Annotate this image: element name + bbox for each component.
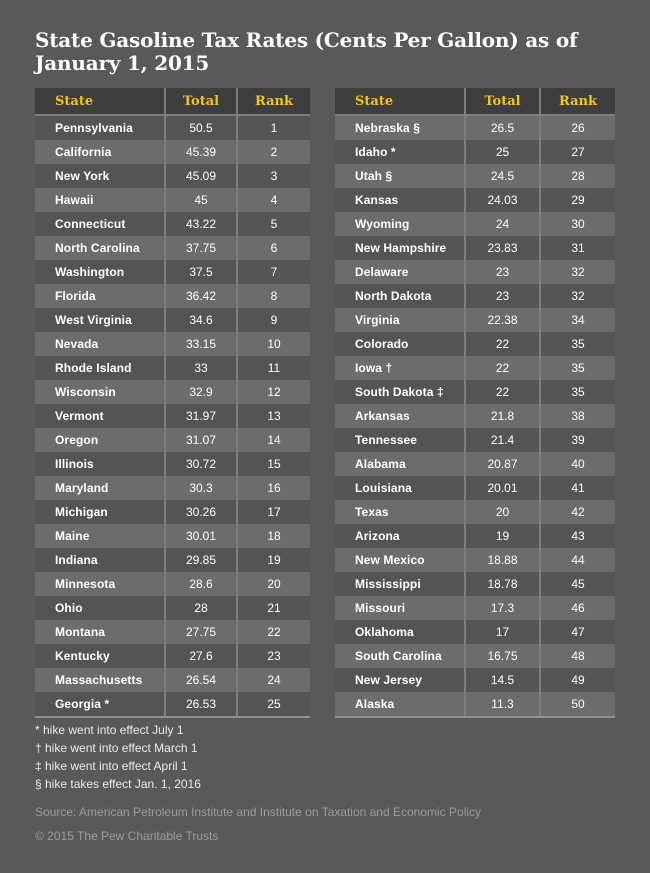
- state-cell: Missouri: [355, 601, 406, 615]
- state-cell: Idaho *: [355, 145, 396, 159]
- table-row: [35, 308, 310, 332]
- rank-cell: 35: [540, 356, 615, 380]
- table-row: [35, 692, 310, 717]
- total-cell: 22: [465, 380, 540, 404]
- column-header-total: Total: [465, 88, 540, 115]
- table-row: [335, 356, 615, 380]
- tax-table-ranks-1-25: [35, 88, 310, 718]
- page-title-line1: State Gasoline Tax Rates (Cents Per Gallon) as of: [35, 28, 578, 52]
- rank-cell: 2: [237, 140, 310, 164]
- state-cell: Virginia: [355, 313, 400, 327]
- state-cell: Georgia *: [35, 692, 165, 717]
- state-cell: Pennsylvania: [55, 121, 133, 135]
- tables-container: [35, 88, 615, 718]
- total-cell: 20: [465, 500, 540, 524]
- state-cell: Alaska: [335, 692, 465, 717]
- rank-cell: 44: [540, 548, 615, 572]
- table-row: [335, 644, 615, 668]
- rank-cell: 21: [237, 596, 310, 620]
- total-cell: 22: [465, 332, 540, 356]
- total-cell: 29.85: [165, 548, 237, 572]
- rank-cell: 23: [237, 644, 310, 668]
- rank-cell: 30: [540, 212, 615, 236]
- total-cell: 21.4: [465, 428, 540, 452]
- state-cell: Illinois: [55, 457, 94, 471]
- state-cell: Iowa †: [355, 361, 393, 375]
- table-row: [335, 668, 615, 692]
- total-cell: 33.15: [165, 332, 237, 356]
- total-cell: 26.5: [465, 115, 540, 140]
- state-cell: New York: [55, 169, 110, 183]
- total-cell: 30.01: [165, 524, 237, 548]
- table-row: [335, 428, 615, 452]
- state-cell: Kansas: [355, 193, 399, 207]
- table-row: [35, 644, 310, 668]
- rank-cell: 20: [237, 572, 310, 596]
- table-row: [35, 332, 310, 356]
- rank-cell: 45: [540, 572, 615, 596]
- state-cell: Ohio: [55, 601, 83, 615]
- rank-cell: 15: [237, 452, 310, 476]
- state-cell: New Jersey: [355, 673, 423, 687]
- state-cell: Texas: [355, 505, 389, 519]
- rank-cell: 42: [540, 500, 615, 524]
- table-row: [335, 524, 615, 548]
- footnote-line: ‡ hike went into effect April 1: [35, 759, 188, 773]
- table-row: [335, 332, 615, 356]
- total-cell: 22: [465, 356, 540, 380]
- rank-cell: 43: [540, 524, 615, 548]
- footnote-line: § hike takes effect Jan. 1, 2016: [35, 777, 201, 791]
- table-row: [335, 476, 615, 500]
- table-row: [335, 572, 615, 596]
- rank-cell: 9: [237, 308, 310, 332]
- total-cell: 11.3: [465, 692, 540, 717]
- rank-cell: 38: [540, 404, 615, 428]
- total-cell: 20.87: [465, 452, 540, 476]
- total-cell: 24.03: [465, 188, 540, 212]
- rank-cell: 26: [540, 115, 615, 140]
- state-cell: Arizona: [355, 529, 400, 543]
- rank-cell: 19: [237, 548, 310, 572]
- rank-cell: 40: [540, 452, 615, 476]
- total-cell: 28: [165, 596, 237, 620]
- state-cell: Vermont: [55, 409, 104, 423]
- table-row: [335, 236, 615, 260]
- rank-cell: 32: [540, 284, 615, 308]
- table-row: [335, 140, 615, 164]
- table-row: [335, 500, 615, 524]
- total-cell: 27.75: [165, 620, 237, 644]
- rank-cell: 8: [237, 284, 310, 308]
- total-cell: 25: [465, 140, 540, 164]
- rank-cell: 41: [540, 476, 615, 500]
- total-cell: 18.78: [465, 572, 540, 596]
- rank-cell: 50: [540, 692, 615, 717]
- rank-cell: 10: [237, 332, 310, 356]
- state-cell: South Carolina: [355, 649, 442, 663]
- rank-cell: 13: [237, 404, 310, 428]
- total-cell: 37.5: [165, 260, 237, 284]
- total-cell: 17: [465, 620, 540, 644]
- total-cell: 34.6: [165, 308, 237, 332]
- table-row: [335, 164, 615, 188]
- table-row: [35, 620, 310, 644]
- state-cell: Washington: [55, 265, 125, 279]
- table-row: [335, 188, 615, 212]
- total-cell: 30.26: [165, 500, 237, 524]
- total-cell: 28.6: [165, 572, 237, 596]
- table-row: [35, 236, 310, 260]
- rank-cell: 49: [540, 668, 615, 692]
- table-row: [35, 164, 310, 188]
- state-cell: Tennessee: [355, 433, 418, 447]
- table-header-row: [35, 88, 310, 115]
- rank-cell: 31: [540, 236, 615, 260]
- total-cell: 30.3: [165, 476, 237, 500]
- table-row: [35, 524, 310, 548]
- state-cell: Rhode Island: [55, 361, 132, 375]
- page-title: [35, 29, 620, 75]
- table-row: [335, 452, 615, 476]
- rank-cell: 11: [237, 356, 310, 380]
- total-cell: 26.54: [165, 668, 237, 692]
- table-row: [335, 284, 615, 308]
- total-cell: 31.07: [165, 428, 237, 452]
- rank-cell: 32: [540, 260, 615, 284]
- footnote-line: † hike went into effect March 1: [35, 741, 198, 755]
- table-row: [35, 404, 310, 428]
- state-cell: West Virginia: [55, 313, 132, 327]
- rank-cell: 3: [237, 164, 310, 188]
- tax-table-ranks-26-50: [335, 88, 615, 718]
- rank-cell: 48: [540, 644, 615, 668]
- table-row: [35, 572, 310, 596]
- table-row: [35, 260, 310, 284]
- rank-cell: 12: [237, 380, 310, 404]
- state-cell: Nebraska §: [355, 121, 421, 135]
- column-header-rank: Rank: [237, 88, 310, 115]
- state-cell: Nevada: [55, 337, 99, 351]
- table-row: [335, 548, 615, 572]
- rank-cell: 14: [237, 428, 310, 452]
- total-cell: 43.22: [165, 212, 237, 236]
- rank-cell: 18: [237, 524, 310, 548]
- total-cell: 23.83: [465, 236, 540, 260]
- state-cell: Hawaii: [55, 193, 94, 207]
- total-cell: 22.38: [465, 308, 540, 332]
- rank-cell: 25: [237, 692, 310, 717]
- total-cell: 23: [465, 260, 540, 284]
- total-cell: 27.6: [165, 644, 237, 668]
- state-cell: Maryland: [55, 481, 109, 495]
- state-cell: New Hampshire: [355, 241, 447, 255]
- table-row: [35, 428, 310, 452]
- total-cell: 45.09: [165, 164, 237, 188]
- rank-cell: 39: [540, 428, 615, 452]
- state-cell: Minnesota: [55, 577, 116, 591]
- table-row: [35, 548, 310, 572]
- table-row: [35, 188, 310, 212]
- state-cell: Oklahoma: [355, 625, 414, 639]
- total-cell: 30.72: [165, 452, 237, 476]
- rank-cell: 29: [540, 188, 615, 212]
- total-cell: 37.75: [165, 236, 237, 260]
- copyright-line: © 2015 The Pew Charitable Trusts: [35, 829, 219, 843]
- state-cell: Oregon: [55, 433, 99, 447]
- total-cell: 14.5: [465, 668, 540, 692]
- table-row: [335, 260, 615, 284]
- table-row: [35, 380, 310, 404]
- table-row: [35, 140, 310, 164]
- rank-cell: 34: [540, 308, 615, 332]
- state-cell: Michigan: [55, 505, 108, 519]
- rank-cell: 47: [540, 620, 615, 644]
- rank-cell: 17: [237, 500, 310, 524]
- table-row: [35, 356, 310, 380]
- table-row: [35, 500, 310, 524]
- state-cell: Delaware: [355, 265, 409, 279]
- footnotes-block: [35, 721, 201, 793]
- state-cell: Indiana: [55, 553, 98, 567]
- state-cell: Alabama: [355, 457, 406, 471]
- state-cell: Arkansas: [355, 409, 410, 423]
- total-cell: 19: [465, 524, 540, 548]
- total-cell: 21.8: [465, 404, 540, 428]
- table-row: [335, 115, 615, 140]
- total-cell: 24.5: [465, 164, 540, 188]
- state-cell: Utah §: [355, 169, 393, 183]
- table-row: [35, 668, 310, 692]
- rank-cell: 27: [540, 140, 615, 164]
- total-cell: 45: [165, 188, 237, 212]
- state-cell: North Carolina: [55, 241, 140, 255]
- total-cell: 16.75: [465, 644, 540, 668]
- rank-cell: 46: [540, 596, 615, 620]
- table-row: [335, 620, 615, 644]
- total-cell: 18.88: [465, 548, 540, 572]
- rank-cell: 28: [540, 164, 615, 188]
- state-cell: Colorado: [355, 337, 409, 351]
- table-row: [335, 380, 615, 404]
- table-row: [35, 452, 310, 476]
- column-header-rank: Rank: [540, 88, 615, 115]
- table-row: [335, 404, 615, 428]
- total-cell: 26.53: [165, 692, 237, 717]
- table-row: [335, 212, 615, 236]
- table-row: [35, 596, 310, 620]
- state-cell: Massachusetts: [55, 673, 143, 687]
- rank-cell: 6: [237, 236, 310, 260]
- state-cell: North Dakota: [355, 289, 432, 303]
- table-row: [335, 596, 615, 620]
- total-cell: 50.5: [165, 115, 237, 140]
- total-cell: 32.9: [165, 380, 237, 404]
- rank-cell: 16: [237, 476, 310, 500]
- rank-cell: 35: [540, 332, 615, 356]
- rank-cell: 24: [237, 668, 310, 692]
- table-row: [35, 212, 310, 236]
- column-header-total: Total: [165, 88, 237, 115]
- table-header-row: [335, 88, 615, 115]
- state-cell: Wyoming: [355, 217, 410, 231]
- state-cell: Connecticut: [55, 217, 126, 231]
- total-cell: 24: [465, 212, 540, 236]
- column-header-state: State: [335, 88, 465, 115]
- rank-cell: 1: [237, 115, 310, 140]
- state-cell: Florida: [55, 289, 96, 303]
- table-row: [35, 284, 310, 308]
- total-cell: 20.01: [465, 476, 540, 500]
- table-row: [335, 692, 615, 717]
- total-cell: 17.3: [465, 596, 540, 620]
- rank-cell: 5: [237, 212, 310, 236]
- rank-cell: 4: [237, 188, 310, 212]
- rank-cell: 22: [237, 620, 310, 644]
- column-header-state: State: [35, 88, 165, 115]
- page-title-line2: January 1, 2015: [35, 51, 210, 75]
- table-row: [35, 115, 310, 140]
- state-cell: Maine: [55, 529, 90, 543]
- state-cell: Wisconsin: [55, 385, 116, 399]
- table-row: [335, 308, 615, 332]
- rank-cell: 7: [237, 260, 310, 284]
- total-cell: 23: [465, 284, 540, 308]
- state-cell: South Dakota ‡: [355, 385, 444, 399]
- total-cell: 31.97: [165, 404, 237, 428]
- total-cell: 36.42: [165, 284, 237, 308]
- state-cell: California: [55, 145, 112, 159]
- footnote-line: * hike went into effect July 1: [35, 723, 184, 737]
- source-line: Source: American Petroleum Institute and Institute on Taxation and Economic Policy: [35, 805, 482, 819]
- state-cell: Montana: [55, 625, 106, 639]
- state-cell: Kentucky: [55, 649, 110, 663]
- rank-cell: 35: [540, 380, 615, 404]
- state-cell: Louisiana: [355, 481, 412, 495]
- total-cell: 33: [165, 356, 237, 380]
- total-cell: 45.39: [165, 140, 237, 164]
- table-row: [35, 476, 310, 500]
- state-cell: Mississippi: [355, 577, 421, 591]
- state-cell: New Mexico: [355, 553, 425, 567]
